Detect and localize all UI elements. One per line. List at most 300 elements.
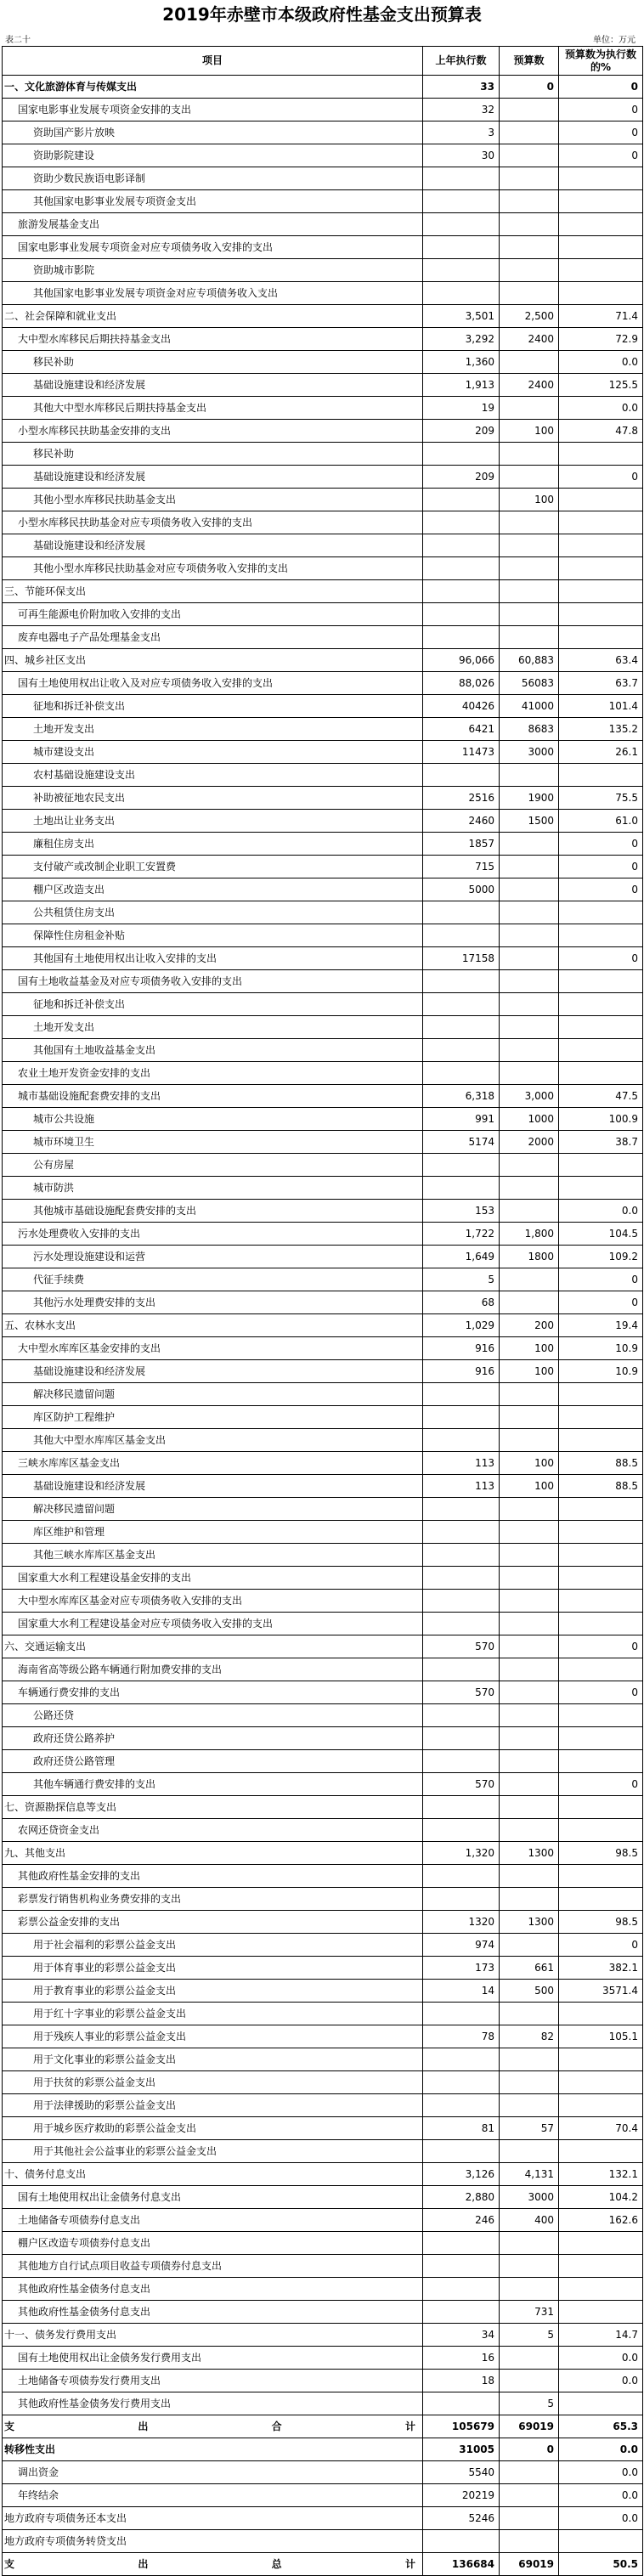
budget-value: 0: [500, 2438, 559, 2461]
budget-value: [500, 580, 559, 603]
budget-value: 500: [500, 1980, 559, 2003]
prev-value: 6421: [423, 718, 500, 741]
table-row: [3, 856, 643, 878]
row-label: 六、交通运输支出: [3, 1635, 423, 1658]
table-row: [3, 2415, 643, 2438]
pct-value: 0: [559, 947, 643, 970]
budget-value: [500, 1016, 559, 1039]
prev-value: [423, 1429, 500, 1452]
prev-value: 17158: [423, 947, 500, 970]
row-label: 用于体育事业的彩票公益金支出: [3, 1957, 423, 1980]
table-row: [3, 420, 643, 443]
budget-value: [500, 397, 559, 420]
table-row: [3, 305, 643, 328]
prev-value: 209: [423, 420, 500, 443]
table-row: [3, 190, 643, 213]
pct-value: [559, 1727, 643, 1750]
row-label: 用于红十字事业的彩票公益金支出: [3, 2003, 423, 2025]
table-row: [3, 1200, 643, 1223]
budget-value: [500, 1681, 559, 1704]
row-label: 土地开发支出: [3, 718, 423, 741]
row-label: 解决移民遗留问题: [3, 1383, 423, 1406]
prev-value: [423, 603, 500, 626]
prev-value: 1,649: [423, 1246, 500, 1268]
pct-value: 0.0: [559, 2507, 643, 2530]
table-row: [3, 328, 643, 351]
row-label: 年终结余: [3, 2484, 423, 2507]
table-row: [3, 397, 643, 420]
row-label: 小型水库移民扶助基金对应专项债务收入安排的支出: [3, 511, 423, 534]
pct-value: 0.0: [559, 2438, 643, 2461]
budget-value: 100: [500, 1475, 559, 1498]
pct-value: 47.8: [559, 420, 643, 443]
table-row: [3, 1613, 643, 1635]
pct-value: 88.5: [559, 1452, 643, 1475]
pct-value: 0.0: [559, 351, 643, 374]
pct-value: 3571.4: [559, 1980, 643, 2003]
table-row: [3, 1154, 643, 1177]
row-label: 基础设施建设和经济发展: [3, 1475, 423, 1498]
row-label: 可再生能源电价附加收入安排的支出: [3, 603, 423, 626]
pct-value: [559, 1521, 643, 1544]
table-row: [3, 557, 643, 580]
row-label: 九、其他支出: [3, 1842, 423, 1865]
prev-value: 11473: [423, 741, 500, 764]
pct-value: [559, 2255, 643, 2278]
prev-value: 5540: [423, 2461, 500, 2484]
prev-value: [423, 2094, 500, 2117]
prev-value: [423, 1062, 500, 1085]
pct-value: 72.9: [559, 328, 643, 351]
budget-value: 100: [500, 1452, 559, 1475]
row-label: 用于残疾人事业的彩票公益金支出: [3, 2025, 423, 2048]
row-label: 污水处理设施建设和运营: [3, 1246, 423, 1268]
pct-value: 26.1: [559, 741, 643, 764]
row-label: 补助被征地农民支出: [3, 787, 423, 810]
budget-value: 57: [500, 2117, 559, 2140]
budget-value: [500, 603, 559, 626]
pct-value: 101.4: [559, 695, 643, 718]
pct-value: 19.4: [559, 1314, 643, 1337]
prev-value: 113: [423, 1475, 500, 1498]
table-row: [3, 1980, 643, 2003]
pct-value: [559, 1016, 643, 1039]
table-row: [3, 121, 643, 144]
row-label: 其他污水处理费安排的支出: [3, 1291, 423, 1314]
row-label: 基础设施建设和经济发展: [3, 466, 423, 489]
prev-value: 32: [423, 99, 500, 121]
prev-value: 30: [423, 144, 500, 167]
table-row: [3, 2553, 643, 2576]
budget-value: [500, 1819, 559, 1842]
pct-value: [559, 190, 643, 213]
prev-value: 246: [423, 2209, 500, 2232]
row-label: 用于扶贫的彩票公益金支出: [3, 2071, 423, 2094]
row-label: 城市建设支出: [3, 741, 423, 764]
prev-value: [423, 970, 500, 993]
budget-value: [500, 1039, 559, 1062]
prev-value: 570: [423, 1773, 500, 1796]
budget-value: [500, 970, 559, 993]
budget-value: 3000: [500, 741, 559, 764]
pct-value: 10.9: [559, 1360, 643, 1383]
budget-value: 400: [500, 2209, 559, 2232]
row-label: 农村基础设施建设支出: [3, 764, 423, 787]
table-row: [3, 1383, 643, 1406]
table-row: [3, 1727, 643, 1750]
budget-value: [500, 2347, 559, 2370]
table-row: [3, 2255, 643, 2278]
row-label: 其他国家电影事业发展专项资金支出: [3, 190, 423, 213]
table-header: [3, 47, 643, 76]
prev-value: 68: [423, 1291, 500, 1314]
pct-value: 0.0: [559, 2347, 643, 2370]
prev-value: [423, 1521, 500, 1544]
table-row: [3, 99, 643, 121]
row-label: 其他地方自行试点项目收益专项债券付息支出: [3, 2255, 423, 2278]
prev-value: 3,292: [423, 328, 500, 351]
row-label: 用于其他社会公益事业的彩票公益金支出: [3, 2140, 423, 2163]
pct-value: [559, 2530, 643, 2553]
table-row: [3, 580, 643, 603]
pct-value: [559, 2140, 643, 2163]
prev-value: [423, 1177, 500, 1200]
row-label: 城市防洪: [3, 1177, 423, 1200]
budget-value: 1500: [500, 810, 559, 833]
budget-value: [500, 167, 559, 190]
row-label: 政府还贷公路管理: [3, 1750, 423, 1773]
row-label: 国家重大水利工程建设基金安排的支出: [3, 1567, 423, 1590]
budget-value: 56083: [500, 672, 559, 695]
table-row: [3, 947, 643, 970]
row-label: 移民补助: [3, 351, 423, 374]
pct-value: [559, 511, 643, 534]
prev-value: 2516: [423, 787, 500, 810]
budget-value: 2400: [500, 328, 559, 351]
row-label: 征地和拆迁补偿支出: [3, 993, 423, 1016]
budget-value: 100: [500, 1360, 559, 1383]
table-meta: [2, 29, 642, 46]
table-row: [3, 489, 643, 511]
pct-value: 38.7: [559, 1131, 643, 1154]
pct-value: [559, 1154, 643, 1177]
row-label: 其他大中型水库库区基金支出: [3, 1429, 423, 1452]
budget-value: 8683: [500, 718, 559, 741]
table-row: [3, 1062, 643, 1085]
pct-value: 0.0: [559, 2370, 643, 2392]
pct-value: 88.5: [559, 1475, 643, 1498]
table-row: [3, 1406, 643, 1429]
pct-value: [559, 2048, 643, 2071]
pct-value: 63.7: [559, 672, 643, 695]
table-row: [3, 1704, 643, 1727]
row-label: 二、社会保障和就业支出: [3, 305, 423, 328]
table-row: [3, 2347, 643, 2370]
pct-value: 0: [559, 76, 643, 99]
table-row: [3, 2278, 643, 2301]
budget-value: [500, 1590, 559, 1613]
prev-value: 88,026: [423, 672, 500, 695]
budget-value: [500, 1750, 559, 1773]
prev-value: 16: [423, 2347, 500, 2370]
row-label: 代征手续费: [3, 1268, 423, 1291]
prev-value: 1320: [423, 1911, 500, 1934]
budget-value: 200: [500, 1314, 559, 1337]
row-label: 移民补助: [3, 443, 423, 466]
row-label: 其他政府性基金债务付息支出: [3, 2278, 423, 2301]
row-label: 其他车辆通行费安排的支出: [3, 1773, 423, 1796]
budget-value: [500, 466, 559, 489]
table-row: [3, 282, 643, 305]
pct-value: [559, 970, 643, 993]
table-row: [3, 1452, 643, 1475]
table-row: [3, 1177, 643, 1200]
row-label: 十、债务付息支出: [3, 2163, 423, 2186]
budget-value: 731: [500, 2301, 559, 2324]
prev-value: 96,066: [423, 649, 500, 672]
table-row: [3, 2003, 643, 2025]
row-label: 其他国家电影事业发展专项资金对应专项债务收入支出: [3, 282, 423, 305]
table-row: [3, 1934, 643, 1957]
budget-value: 1300: [500, 1911, 559, 1934]
prev-value: 18: [423, 2370, 500, 2392]
budget-value: 1300: [500, 1842, 559, 1865]
pct-value: 0: [559, 833, 643, 856]
table-row: [3, 259, 643, 282]
pct-value: [559, 1888, 643, 1911]
row-label: 废弃电器电子产品处理基金支出: [3, 626, 423, 649]
budget-value: [500, 99, 559, 121]
prev-value: 1,913: [423, 374, 500, 397]
pct-value: [559, 1429, 643, 1452]
pct-value: [559, 1796, 643, 1819]
table-row: [3, 603, 643, 626]
budget-value: [500, 2140, 559, 2163]
budget-value: [500, 213, 559, 236]
pct-value: [559, 1865, 643, 1888]
budget-value: 1000: [500, 1108, 559, 1131]
table-row: [3, 1039, 643, 1062]
table-row: [3, 718, 643, 741]
pct-value: [559, 1590, 643, 1613]
table-row: [3, 213, 643, 236]
budget-value: [500, 1177, 559, 1200]
budget-value: [500, 1154, 559, 1177]
pct-value: 70.4: [559, 2117, 643, 2140]
table-row: [3, 2209, 643, 2232]
table-row: [3, 1796, 643, 1819]
pct-value: [559, 259, 643, 282]
budget-value: 5: [500, 2392, 559, 2415]
pct-value: [559, 1062, 643, 1085]
table-row: [3, 1957, 643, 1980]
table-row: [3, 1842, 643, 1865]
row-label-char: 支: [4, 2421, 15, 2432]
budget-value: [500, 1934, 559, 1957]
table-row: [3, 810, 643, 833]
budget-value: [500, 2255, 559, 2278]
table-row: [3, 1773, 643, 1796]
table-row: [3, 1108, 643, 1131]
budget-value: [500, 1383, 559, 1406]
budget-value: 69019: [500, 2553, 559, 2576]
row-label: 四、城乡社区支出: [3, 649, 423, 672]
budget-value: [500, 1200, 559, 1223]
budget-value: [500, 901, 559, 924]
prev-value: [423, 1704, 500, 1727]
table-row: [3, 1360, 643, 1383]
pct-value: 0: [559, 466, 643, 489]
pct-value: 0.0: [559, 2484, 643, 2507]
prev-value: [423, 2003, 500, 2025]
table-row: [3, 970, 643, 993]
pct-value: [559, 1383, 643, 1406]
prev-value: [423, 167, 500, 190]
table-row: [3, 2324, 643, 2347]
row-label: 污水处理费收入安排的支出: [3, 1223, 423, 1246]
table-row: [3, 1246, 643, 1268]
table-row: [3, 2461, 643, 2484]
row-label: 彩票公益金安排的支出: [3, 1911, 423, 1934]
budget-value: [500, 1613, 559, 1635]
row-label: 国有土地使用权出让金债务发行费用支出: [3, 2347, 423, 2370]
budget-value: [500, 993, 559, 1016]
row-label: 其他小型水库移民扶助基金对应专项债务收入安排的支出: [3, 557, 423, 580]
budget-value: 4,131: [500, 2163, 559, 2186]
prev-value: 5246: [423, 2507, 500, 2530]
table-row: [3, 2232, 643, 2255]
prev-value: [423, 2278, 500, 2301]
row-label: 国家重大水利工程建设基金对应专项债务收入安排的支出: [3, 1613, 423, 1635]
table-row: [3, 2530, 643, 2553]
row-label: 国有土地收益基金及对应专项债务收入安排的支出: [3, 970, 423, 993]
budget-value: 661: [500, 1957, 559, 1980]
row-label: 公路还贷: [3, 1704, 423, 1727]
table-row: [3, 2186, 643, 2209]
prev-value: 209: [423, 466, 500, 489]
table-row: [3, 1544, 643, 1567]
budget-value: [500, 511, 559, 534]
row-label: 用于城乡医疗救助的彩票公益金支出: [3, 2117, 423, 2140]
prev-value: [423, 1498, 500, 1521]
budget-value: [500, 282, 559, 305]
row-label: 基础设施建设和经济发展: [3, 1360, 423, 1383]
table-row: [3, 695, 643, 718]
budget-value: [500, 1429, 559, 1452]
row-label: 基础设施建设和经济发展: [3, 534, 423, 557]
pct-value: [559, 1498, 643, 1521]
table-row: [3, 1085, 643, 1108]
prev-value: [423, 1796, 500, 1819]
col-header-item: 项目: [3, 47, 423, 76]
pct-value: 47.5: [559, 1085, 643, 1108]
table-row: [3, 167, 643, 190]
row-label: 地方政府专项债务转贷支出: [3, 2530, 423, 2553]
budget-value: [500, 1658, 559, 1681]
budget-value: [500, 2278, 559, 2301]
budget-value: [500, 1727, 559, 1750]
prev-value: [423, 443, 500, 466]
pct-value: 50.5: [559, 2553, 643, 2576]
budget-value: [500, 1062, 559, 1085]
table-row: [3, 649, 643, 672]
row-label: 车辆通行费安排的支出: [3, 1681, 423, 1704]
pct-value: 125.5: [559, 374, 643, 397]
pct-value: 14.7: [559, 2324, 643, 2347]
pct-value: 0.0: [559, 397, 643, 420]
prev-value: [423, 1154, 500, 1177]
row-label: 城市环境卫生: [3, 1131, 423, 1154]
pct-value: 0: [559, 1681, 643, 1704]
table-row: [3, 901, 643, 924]
prev-value: 1,029: [423, 1314, 500, 1337]
prev-value: 570: [423, 1635, 500, 1658]
table-number: 表二十: [5, 36, 31, 45]
row-label: 彩票发行销售机构业务费安排的支出: [3, 1888, 423, 1911]
prev-value: 6,318: [423, 1085, 500, 1108]
prev-value: 5174: [423, 1131, 500, 1154]
prev-value: 173: [423, 1957, 500, 1980]
budget-value: [500, 1521, 559, 1544]
prev-value: 1,320: [423, 1842, 500, 1865]
budget-value: 82: [500, 2025, 559, 2048]
pct-value: 0: [559, 856, 643, 878]
table-row: [3, 1819, 643, 1842]
row-label: 用于文化事业的彩票公益金支出: [3, 2048, 423, 2071]
row-label: 征地和拆迁补偿支出: [3, 695, 423, 718]
table-row: [3, 878, 643, 901]
budget-value: [500, 2071, 559, 2094]
row-label-spread: [3, 2553, 422, 2575]
prev-value: [423, 1750, 500, 1773]
prev-value: 20219: [423, 2484, 500, 2507]
table-row: [3, 2507, 643, 2530]
table-row: [3, 374, 643, 397]
prev-value: [423, 259, 500, 282]
prev-value: 916: [423, 1360, 500, 1383]
budget-value: [500, 236, 559, 259]
prev-value: [423, 2392, 500, 2415]
prev-value: [423, 1567, 500, 1590]
table-row: [3, 833, 643, 856]
table-row: [3, 511, 643, 534]
budget-value: [500, 924, 559, 947]
prev-value: [423, 557, 500, 580]
pct-value: [559, 1567, 643, 1590]
pct-value: 132.1: [559, 2163, 643, 2186]
pct-value: [559, 236, 643, 259]
pct-value: [559, 534, 643, 557]
table-row: [3, 1681, 643, 1704]
row-label: 保障性住房租金补贴: [3, 924, 423, 947]
budget-value: 2000: [500, 1131, 559, 1154]
pct-value: 104.2: [559, 2186, 643, 2209]
prev-value: [423, 1544, 500, 1567]
row-label: 农网还贷资金支出: [3, 1819, 423, 1842]
pct-value: [559, 489, 643, 511]
prev-value: 916: [423, 1337, 500, 1360]
table-row: [3, 2301, 643, 2324]
pct-value: 382.1: [559, 1957, 643, 1980]
prev-value: 974: [423, 1934, 500, 1957]
pct-value: 61.0: [559, 810, 643, 833]
table-row: [3, 764, 643, 787]
prev-value: [423, 190, 500, 213]
pct-value: 65.3: [559, 2415, 643, 2438]
row-label-char: 计: [404, 2421, 415, 2432]
row-label: 城市基础设施配套费安排的支出: [3, 1085, 423, 1108]
pct-value: 0: [559, 1291, 643, 1314]
